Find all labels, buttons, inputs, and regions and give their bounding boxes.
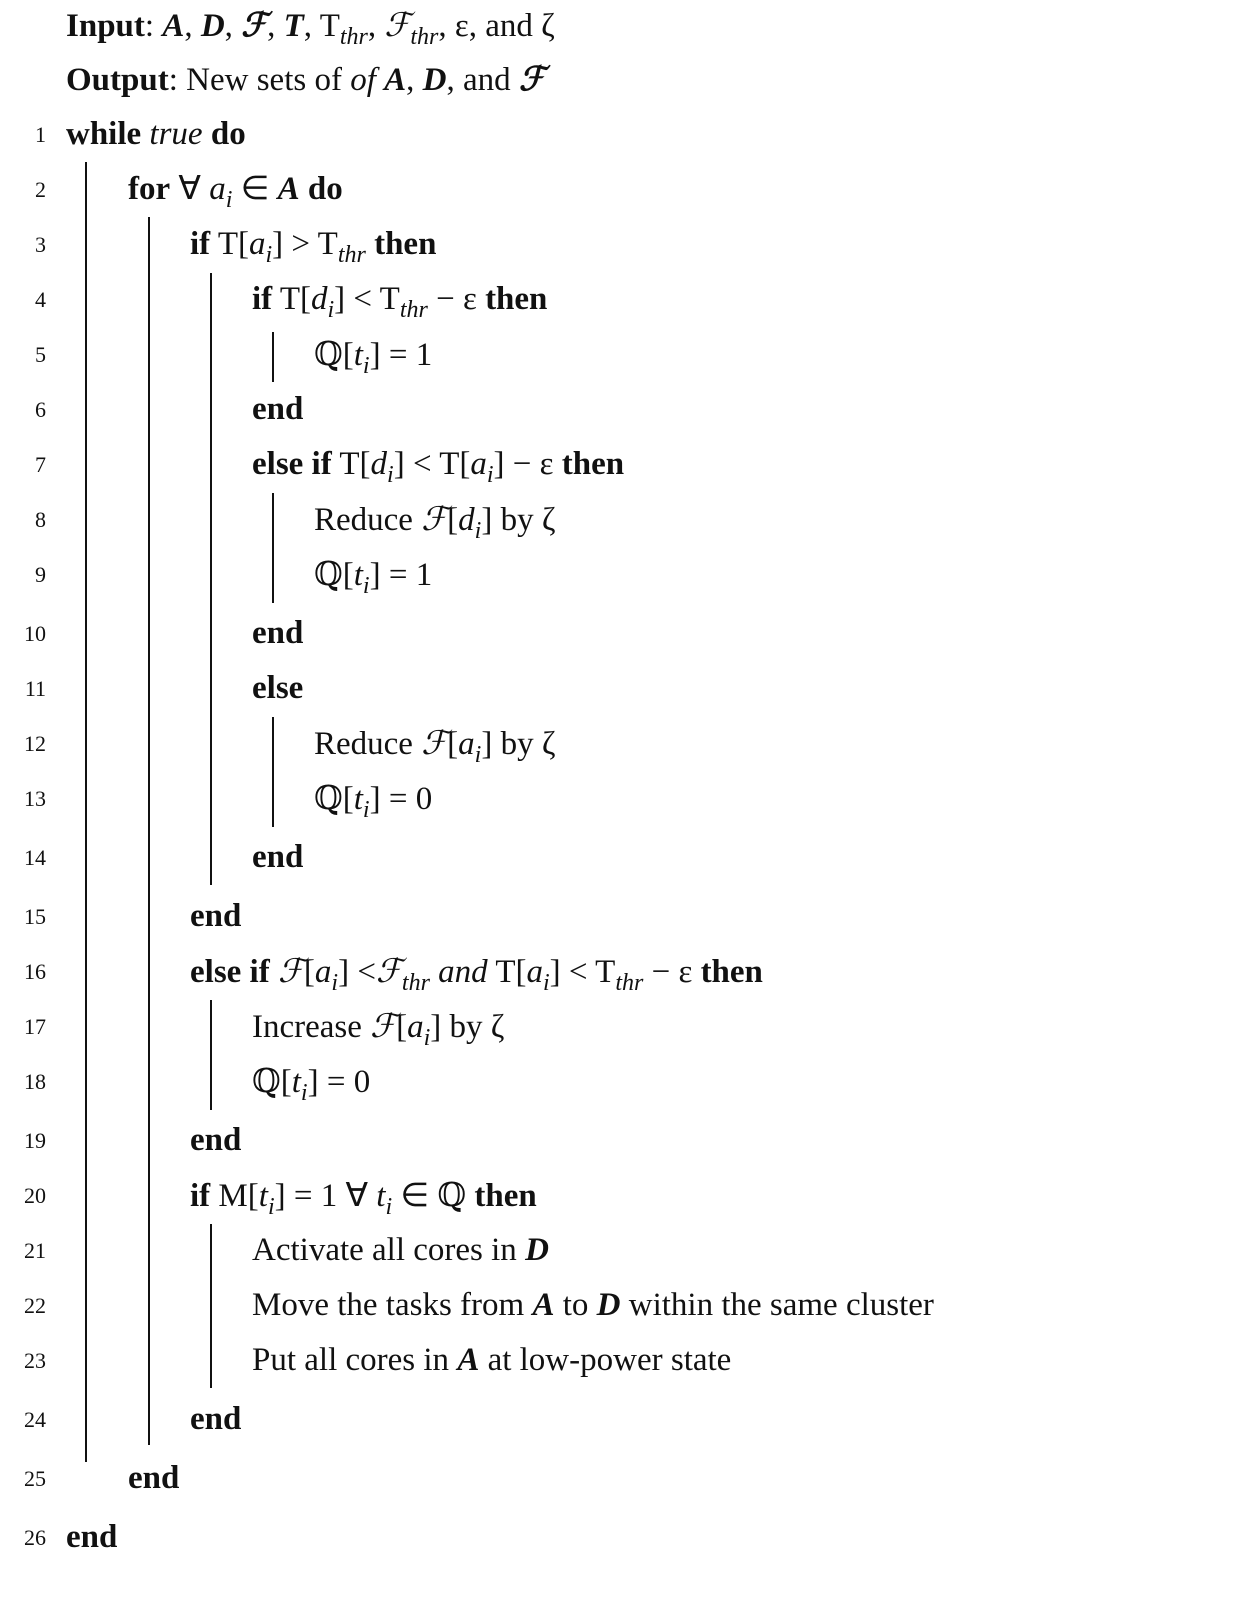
while-block-bar xyxy=(85,162,87,1462)
input-line: Input: A, D, ℱ, T, $T_{thr}$, ℱ$_{thr}$, ε, and ζ xyxy=(66,5,555,50)
algo-line-1: 1 while true do xyxy=(0,111,1235,157)
algo-line-7: 7 else if $T[d_i] < T[a_i] - \varepsilon$ then xyxy=(0,441,1235,487)
algo-line-3: 3 if $T[a_i] > T_{thr}$ then xyxy=(0,221,1235,267)
algo-line-23: 23 Put all cores in A at low-power state xyxy=(0,1337,1235,1383)
line-number: 23 xyxy=(24,1348,46,1373)
line-number: 3 xyxy=(35,232,46,257)
line-number: 12 xyxy=(24,731,46,756)
algo-line-10: 10 end xyxy=(0,610,1235,656)
for-block-bar xyxy=(148,217,150,1445)
algo-line-17: 17 Increase $ℱ[a_i]$ by ζ xyxy=(0,1003,1235,1049)
output-line: Output: New sets of of A, D, and ℱ xyxy=(66,59,545,98)
algo-line-2: 2 for ∀ $a_i$ ∈ A do xyxy=(0,166,1235,212)
algo-line-14: 14 end xyxy=(0,834,1235,880)
line-number: 13 xyxy=(24,786,46,811)
input-label: Input xyxy=(66,8,145,44)
line-number: 11 xyxy=(24,676,46,701)
line-number: 26 xyxy=(24,1525,46,1550)
algo-line-22: 22 Move the tasks from A to D within the same cluster xyxy=(0,1282,1235,1328)
if-migrate-block-bar xyxy=(210,1224,212,1388)
elseif-inner-block-bar xyxy=(272,493,274,603)
line-number: 16 xyxy=(24,959,46,984)
elseif-outer-block-bar xyxy=(210,1000,212,1110)
algo-line-18: 18 $ℚ[t_i] = 0$ xyxy=(0,1058,1235,1104)
line-number: 21 xyxy=(24,1238,46,1263)
algo-line-25: 25 end xyxy=(0,1455,1235,1501)
line-number: 7 xyxy=(35,452,46,477)
line-number: 14 xyxy=(24,845,46,870)
line-number: 4 xyxy=(35,287,46,312)
if-outer-block-bar xyxy=(210,273,212,885)
line-number: 15 xyxy=(24,904,46,929)
line-number: 10 xyxy=(24,621,46,646)
algo-line-13: 13 $ℚ[t_i] = 0$ xyxy=(0,775,1235,821)
algo-line-9: 9 $ℚ[t_i] = 1$ xyxy=(0,551,1235,597)
line-number: 17 xyxy=(24,1014,46,1039)
line-number: 18 xyxy=(24,1069,46,1094)
algo-line-12: 12 Reduce $ℱ[a_i]$ by ζ xyxy=(0,720,1235,766)
line-number: 6 xyxy=(35,397,46,422)
algo-line-8: 8 Reduce $ℱ[d_i]$ by ζ xyxy=(0,496,1235,542)
else-inner-block-bar xyxy=(272,717,274,827)
algo-line-20: 20 if $M[t_i] = 1$ ∀ $t_i$ ∈ ℚ then xyxy=(0,1172,1235,1218)
algo-line-11: 11 else xyxy=(0,665,1235,711)
algo-line-4: 4 if $T[d_i] < T_{thr} - \varepsilon$ then xyxy=(0,276,1235,322)
line-number: 22 xyxy=(24,1293,46,1318)
algo-line-6: 6 end xyxy=(0,386,1235,432)
algo-line-5: 5 $ℚ[t_i] = 1$ xyxy=(0,331,1235,377)
algo-line-19: 19 end xyxy=(0,1117,1235,1163)
algo-line-24: 24 end xyxy=(0,1396,1235,1442)
algo-line-21: 21 Activate all cores in D xyxy=(0,1227,1235,1273)
line-number: 20 xyxy=(24,1183,46,1208)
algo-line-15: 15 end xyxy=(0,893,1235,939)
line-number: 2 xyxy=(35,177,46,202)
line-number: 19 xyxy=(24,1128,46,1153)
line-number: 1 xyxy=(35,122,46,147)
if-inner-block-bar xyxy=(272,332,274,382)
line-number: 5 xyxy=(35,342,46,367)
line-number: 9 xyxy=(35,562,46,587)
algo-line-26: 26 end xyxy=(0,1514,1235,1560)
algo-line-16: 16 else if $ℱ[a_i]$ <ℱ$_{thr}$ and $T[a_i] < T_{thr} - \varepsilon$ then xyxy=(0,948,1235,994)
line-number: 8 xyxy=(35,507,46,532)
line-number: 24 xyxy=(24,1407,46,1432)
line-number: 25 xyxy=(24,1466,46,1491)
output-label: Output xyxy=(66,62,169,98)
